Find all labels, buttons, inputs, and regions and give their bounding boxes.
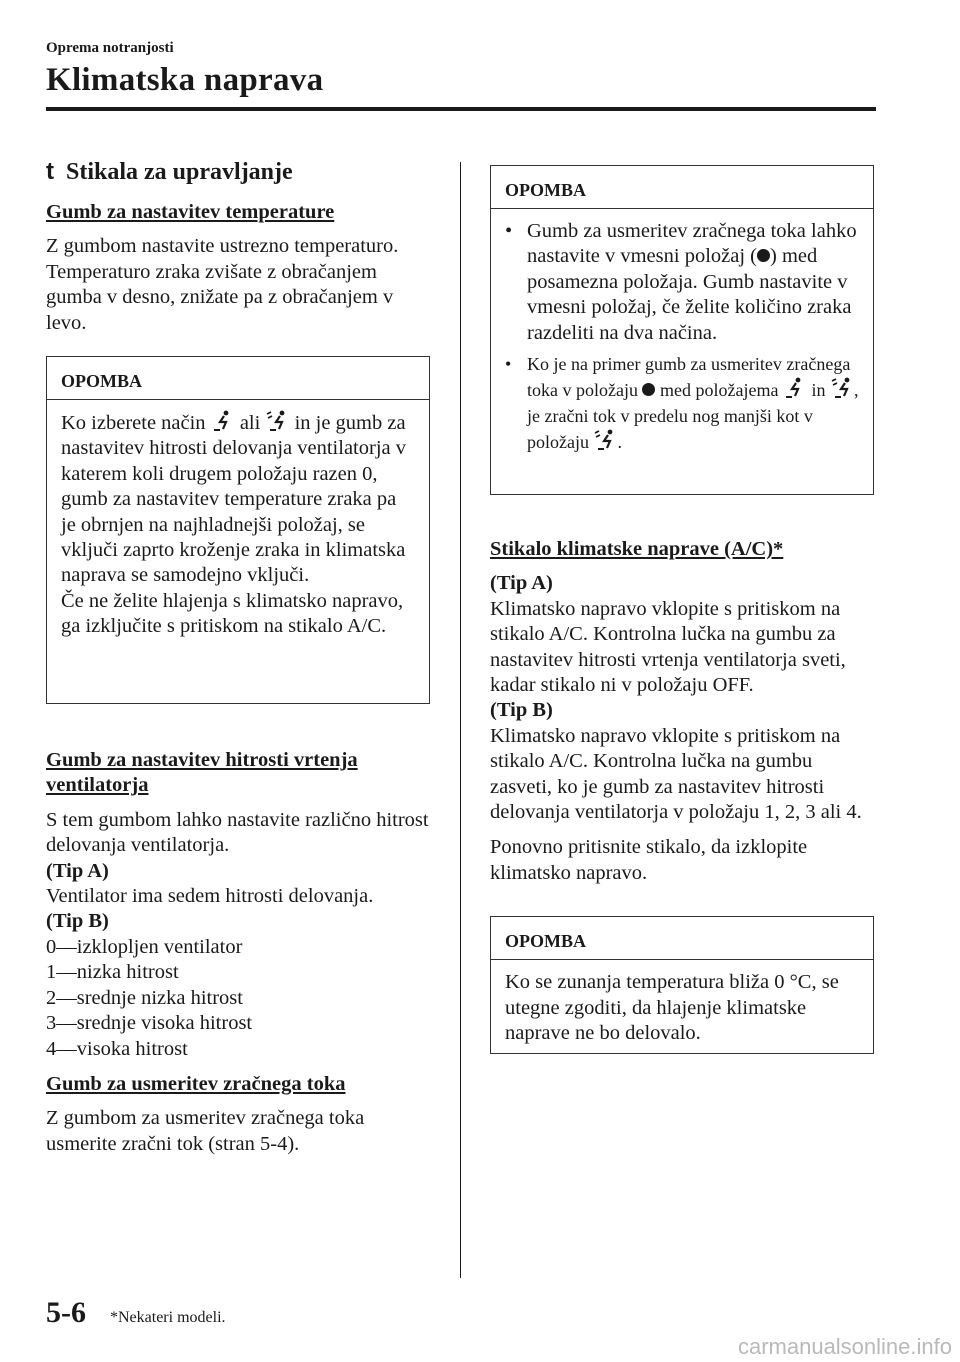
page-title: Klimatska naprava [46,62,324,98]
fan-text: S tem gumbom lahko nastavite različno hitrost delovanja ventilatorja. [46,808,429,857]
temp-title: Gumb za nastavitev temperature [46,201,335,223]
note-box-3 [490,916,874,1054]
ac-tip-b-text: Klimatsko napravo vklopite s pritiskom na stikalo A/C. Kontrolna lučka na gumbu zasveti, ko je gumb za nastavitev hitrosti delovanja ventilatorja v položaju 1, 2, 3 ali 4. [490,724,862,824]
note-box-2 [490,165,874,495]
watermark: carmanualsonline.info [737,1334,952,1359]
footnote: *Nekateri modeli. [110,1309,226,1326]
note1-ali: ali [239,412,261,435]
feet-defrost-mode-icon [265,410,289,432]
left-column [46,158,432,1157]
temp-text: Z gumbom nastavite ustrezno temperaturo. Temperaturo zraka zvišate z obračanjem gumba v desno, znižate pa z obračanjem v levo. [46,235,399,334]
fan-level-item: 3—srednje visoka hitrost [46,1012,253,1035]
dir-text: Z gumbom za usmeritev zračnega toka usmerite zračni tok (stran 5-4). [46,1107,365,1155]
note-body [47,400,429,640]
intermediate-position-icon [642,383,655,396]
feet-mode-icon [783,377,807,399]
note-label: OPOMBA [491,166,873,209]
note-label: OPOMBA [47,357,429,400]
fan-level-item: 1—nizka hitrost [46,961,179,984]
section-heading [46,158,432,186]
right-column [490,165,876,1054]
fan-title-line1: Gumb za nastavitev hitrosti vrtenja [46,749,358,772]
ac-title: Stikalo klimatske naprave (A/C)* [490,538,784,560]
fan-tip-a-label: (Tip A) [46,859,109,882]
note-box-1 [46,356,430,704]
section-label: Oprema notranjosti [46,40,174,56]
fan-level-item: 4—visoka hitrost [46,1037,188,1060]
note1-pre: Ko izberete način [61,412,206,435]
page-number: 5-6 [46,1296,86,1329]
note1-text2: Če ne želite hlajenja s klimatsko napravo, ga izklјučite s pritiskom na stikalo A/C. [61,589,404,638]
fan-title-line2: ventilatorja [46,774,149,797]
note-body: Ko se zunanja temperatura bliža 0 °C, se utegne zgoditi, da hlajenje klimatske naprave ne bo delovalo. [505,971,839,1045]
ac-tip-b-label: (Tip B) [490,699,553,722]
fan-level-item: 0—izklopljen ventilator [46,935,243,958]
heading-text: Stikala za upravljanje [66,159,293,185]
feet-mode-icon [211,410,235,432]
note-label: OPOMBA [491,917,873,960]
ac-tip-a-text: Klimatsko napravo vklopite s pritiskom na stikalo A/C. Kontrolna lučka na gumbu za nastavitev hitrosti vrtenja ventilatorja sveti, kadar stikalo ni v položaju OFF. [490,597,846,697]
fan-tip-a-text: Ventilator ima sedem hitrosti delovanja. [46,885,374,908]
ac-off-text: Ponovno pritisnite stikalo, da izklopite klimatsko napravo. [490,836,808,884]
note2-bullet-1: • Gumb za usmeritev zračnega toka lahko nastavite v vmesni položaj ( ) med posamezna položaja. Gumb nastavite v vmesni položaj, če želite količino zraka razdeliti na dva načina. [505,220,857,344]
ac-tip-a-label: (Tip A) [490,572,553,595]
note1-post: in je gumb za nastavitev hitrosti delovanja ventilatorja v katerem koli drugem položaju razen 0, gumb za nastavitev temperature zraka pa je obrnjen na najhladnejši položaj, se vklјuči zaprto kroženje zraka in klimatska naprava se samodejno vklјuči. [61,412,406,587]
fan-level-item: 2—srednje nizka hitrost [46,986,243,1009]
title-rule [46,107,876,111]
feet-defrost-mode-icon [593,429,617,451]
note-body [491,209,873,456]
feet-defrost-mode-icon [830,377,854,399]
fan-tip-b-label: (Tip B) [46,910,109,933]
bullet-icon: • [505,220,513,242]
intermediate-position-icon [757,249,770,262]
column-divider [460,162,461,1278]
heading-marker: t [46,158,54,185]
bullet-icon: • [505,354,512,375]
note2-bullet-2: • Ko je na primer gumb za usmeritev zračnega toka v položaju med položajema in , je zračni tok v predelu nog manjši kot v položaju . [505,354,859,453]
dir-title: Gumb za usmeritev zračnega toka [46,1072,346,1095]
